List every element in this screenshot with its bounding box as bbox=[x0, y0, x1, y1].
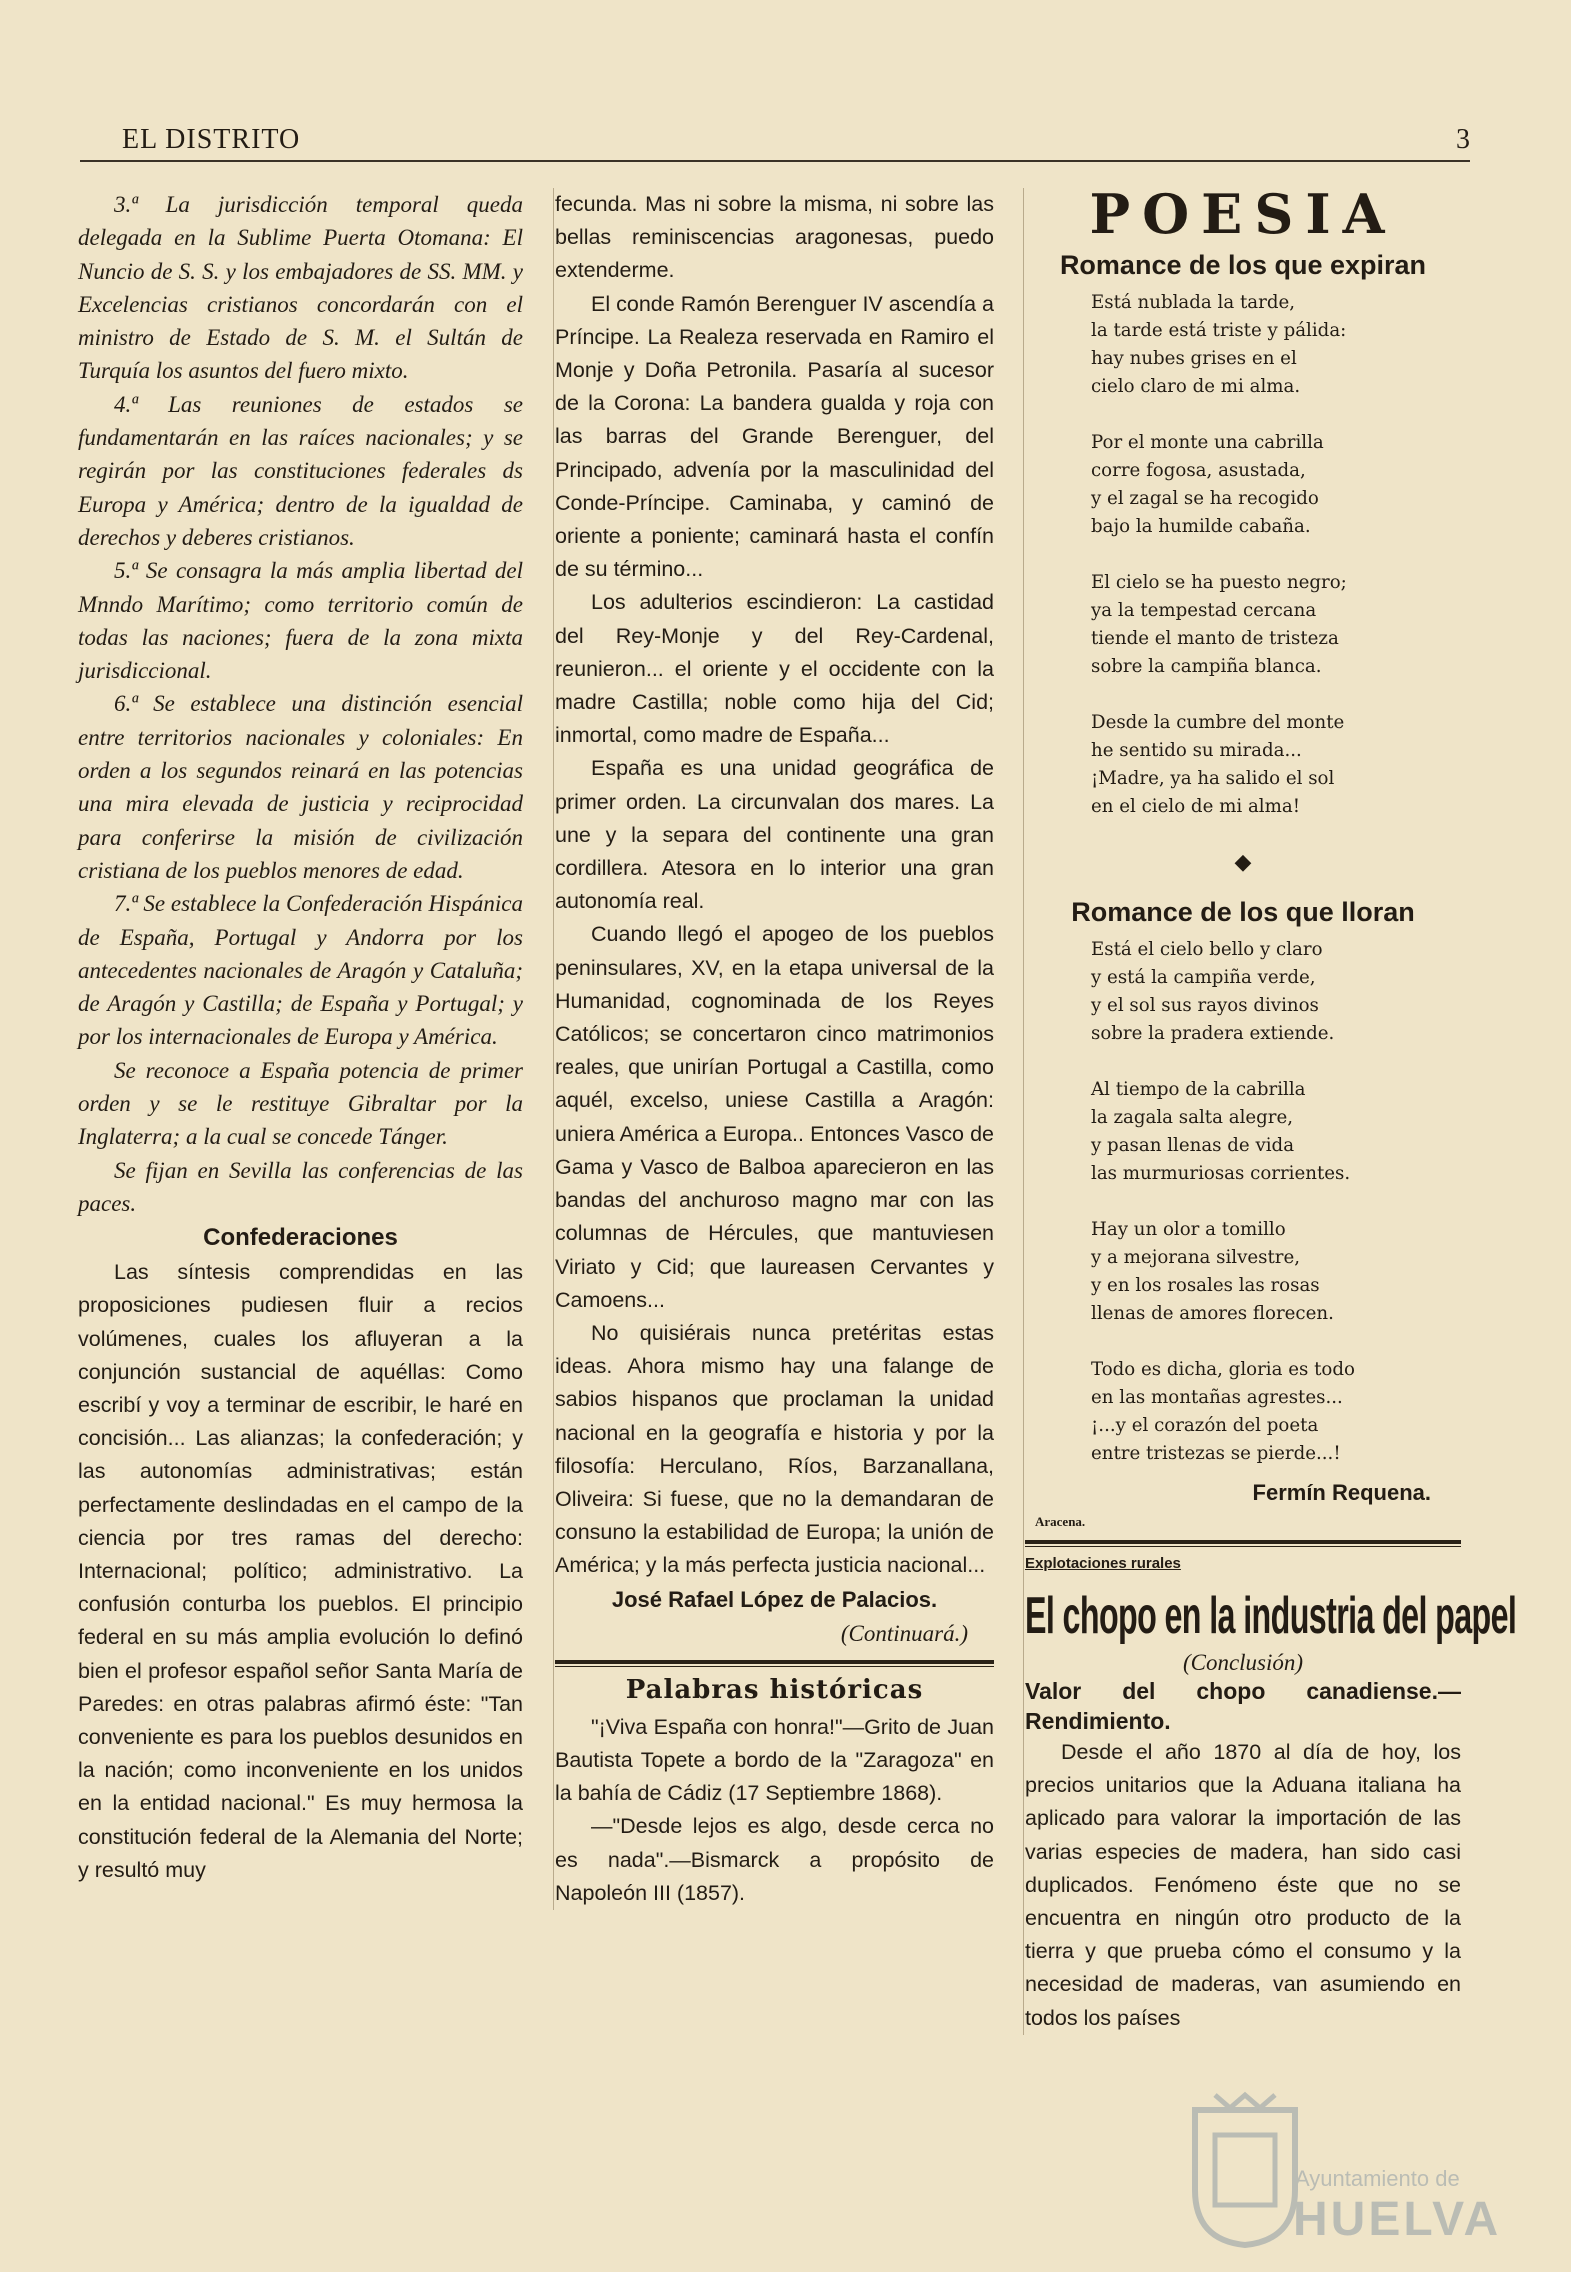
poem-line: corre fogosa, asustada, bbox=[1091, 460, 1306, 481]
poem-line: sobre la pradera extiende. bbox=[1091, 1023, 1335, 1044]
poem-line: las murmuriosas corrientes. bbox=[1091, 1163, 1351, 1184]
poem-line: en las montañas agrestes... bbox=[1091, 1387, 1343, 1408]
poem-line: y en los rosales las rosas bbox=[1091, 1275, 1320, 1296]
poem-stanza bbox=[1025, 429, 1461, 541]
poem-line: tiende el manto de tristeza bbox=[1091, 628, 1339, 649]
poem-line: entre tristezas se pierde...! bbox=[1091, 1443, 1341, 1464]
article-paragraph: 7.ª Se establece la Confederación Hispánica de España, Portugal y Andorra por los antecedentes nacionales de Aragón y Cataluña; de Aragón y Castilla; de España y Portugal; y por los internacionales de Europa y América. bbox=[78, 891, 523, 1050]
crest-icon bbox=[1185, 2090, 1305, 2250]
article-paragraph: Se reconoce a España potencia de primer orden y se le restituye Gibraltar por la Inglaterra; a la cual se concede Tánger. bbox=[78, 1057, 523, 1150]
conclusion-note: (Conclusión) bbox=[1182, 1650, 1304, 1675]
poet-signature: Fermín Requena. bbox=[1252, 1480, 1431, 1505]
article-paragraph: fecunda. Mas ni sobre la misma, ni sobre las bellas reminiscencias aragonesas, puedo extenderme. bbox=[555, 192, 994, 283]
article-paragraph: No quisiérais nunca pretéritas estas ideas. Ahora mismo hay una falange de sabios hispanos que proclaman la unidad nacional en la geografía e historia y por la filosofía: Herculano, Ríos, Barzanallana, Oliveira: Si fuese, que no la demandaran de consuno la estabilidad de Europa; la unión de América; y la más perfecta justicia nacional... bbox=[555, 1320, 994, 1578]
place-name: Aracena. bbox=[1035, 1514, 1086, 1529]
article-paragraph: Se fijan en Sevilla las conferencias de las paces. bbox=[78, 1157, 523, 1216]
article-paragraph: 5.ª Se consagra la más amplia libertad del Mnndo Marítimo; como territorio común de todas las naciones; fuera de la zona mixta jurisdiccional. bbox=[78, 558, 523, 684]
poem-line: la zagala salta alegre, bbox=[1091, 1107, 1294, 1128]
article-title: El chopo en la industria del papel bbox=[1025, 1587, 1517, 1645]
poem-stanza bbox=[1025, 289, 1461, 401]
column-2 bbox=[553, 188, 994, 1910]
poem-line: y el sol sus rayos divinos bbox=[1091, 995, 1319, 1016]
column-3 bbox=[1023, 182, 1517, 2035]
page-header bbox=[80, 124, 1470, 162]
article-author: José Rafael López de Palacios. bbox=[611, 1586, 938, 1612]
diamond-divider: ◆ bbox=[1234, 849, 1252, 874]
section-divider bbox=[1025, 1540, 1461, 1547]
poem-line: bajo la humilde cabaña. bbox=[1091, 516, 1311, 537]
section-heading: Confederaciones bbox=[203, 1224, 398, 1252]
poem-line: cielo claro de mi alma. bbox=[1091, 376, 1301, 397]
poem-title: Romance de los que expiran bbox=[1059, 250, 1427, 280]
poem-line: hay nubes grises en el bbox=[1091, 348, 1297, 369]
poem-stanza bbox=[1025, 936, 1461, 1048]
poem-title: Romance de los que lloran bbox=[1071, 897, 1415, 927]
poem-line: El cielo se ha puesto negro; bbox=[1091, 572, 1347, 593]
poem-line: ya la tempestad cercana bbox=[1091, 600, 1317, 621]
article-paragraph: El conde Ramón Berenguer IV ascendía a Príncipe. La Realeza reservada en Ramiro el Monje y Doña Petronila. Pasaría al sucesor de la Corona: La bandera gualda y roja con las barras del Grande Berenguer, del Principado, advenía por la masculinidad del Conde-Príncipe. Caminaba, y caminó de oriente a poniente; caminará hasta el confín de su término... bbox=[555, 291, 994, 582]
poem-line: Al tiempo de la cabrilla bbox=[1091, 1079, 1306, 1100]
poem-line: y pasan llenas de vida bbox=[1091, 1135, 1295, 1156]
quote-paragraph: "¡Viva España con honra!"—Grito de Juan Bautista Topete a bordo de la "Zaragoza" en la bahía de Cádiz (17 Septiembre 1868). bbox=[555, 1714, 994, 1806]
poem-line: ¡Madre, ya ha salido el sol bbox=[1091, 768, 1335, 789]
article-paragraph: 3.ª La jurisdicción temporal queda delegada en la Sublime Puerta Otomana: El Nuncio de S. S. y los embajadores de SS. MM. y Excelencias cristianos concordarán con el ministro de Estado de S. M. el Sultán de Turquía los asuntos del fuero mixto. bbox=[78, 192, 523, 384]
poem-line: Hay un olor a tomillo bbox=[1091, 1219, 1286, 1240]
article-paragraph: España es una unidad geográfica de primer orden. La circunvalan dos mares. La une y la separa del continente una gran cordillera. Atesora en lo interior una gran autonomía real. bbox=[555, 756, 994, 914]
poesia-heading: POESIA bbox=[1089, 182, 1397, 246]
article-paragraph: 4.ª Las reuniones de estados se fundamentarán en las raíces nacionales; y se regirán por las constituciones federales ds Europa y América; dentro de la igualdad de derechos y deberes cristianos. bbox=[78, 391, 523, 550]
poem-line: Desde la cumbre del monte bbox=[1091, 712, 1345, 733]
poem-line: he sentido su mirada... bbox=[1091, 740, 1302, 761]
article-paragraph: Las síntesis comprendidas en las proposiciones pudiesen fluir a recios volúmenes, cuales los afluyeran a la conjunción sustancial de aquéllas: Como escribí y voy a terminar de escribir, le haré en concisión... Las alianzas; la confederación; y las autonomías administrativas; están perfectamente deslindadas en el campo de la ciencia por tres ramas del derecho: Internacional; político; administrativo. La confusión conturba los pueblos. El principio federal en su más amplia evolución lo definó bien el profesor español señor Santa María de Paredes: en otras palabras afirmó éste: "Tan conveniente es para los pueblos desunidos en la nación; como inconveniente en los unidos en la entidad nacional." Es muy hermosa la constitución federal de la Alemania del Norte; y resultó muy bbox=[78, 1260, 523, 1882]
quote-paragraph: —"Desde lejos es algo, desde cerca no es nada".—Bismarck a propósito de Napoleón III (1857). bbox=[555, 1814, 994, 1905]
article-paragraph: Los adulterios escindieron: La castidad del Rey-Monje y del Rey-Cardenal, reunieron... el oriente y el occidente con la madre Castilla; noble como hija del Cid; inmortal, como madre de España... bbox=[555, 590, 994, 748]
poem-stanza bbox=[1025, 569, 1461, 681]
poem-line: y a mejorana silvestre, bbox=[1091, 1247, 1301, 1268]
poem-stanza bbox=[1025, 709, 1461, 821]
poem-line: ¡...y el corazón del poeta bbox=[1091, 1415, 1319, 1436]
poem-line: en el cielo de mi alma! bbox=[1091, 796, 1301, 817]
poem-line: la tarde está triste y pálida: bbox=[1091, 320, 1347, 341]
page-number: 3 bbox=[1456, 124, 1470, 155]
watermark-line-2: HUELVA bbox=[1293, 2193, 1502, 2246]
article-paragraph: 6.ª Se establece una distinción esencial entre territorios nacionales y coloniales: En orden a los segundos reinará en las potencias una mira elevada de justicia y reciprocidad para conferirse la misión de civilización cristiana de los pueblos menores de edad. bbox=[78, 691, 523, 883]
poem-line: llenas de amores florecen. bbox=[1091, 1303, 1334, 1324]
poem-line: y está la campiña verde, bbox=[1091, 967, 1316, 988]
poem-line: sobre la campiña blanca. bbox=[1091, 656, 1322, 677]
poem-line: Por el monte una cabrilla bbox=[1091, 432, 1324, 453]
watermark-line-1: Ayuntamiento de bbox=[1295, 2166, 1460, 2191]
poem-line: y el zagal se ha recogido bbox=[1091, 488, 1319, 509]
poem-stanza bbox=[1025, 1076, 1461, 1188]
section-label: Explotaciones rurales bbox=[1025, 1555, 1181, 1572]
palabras-heading: Palabras históricas bbox=[625, 1674, 924, 1705]
archive-watermark bbox=[1185, 2090, 1505, 2250]
poem-stanza bbox=[1025, 1356, 1461, 1468]
poem-line: Todo es dicha, gloria es todo bbox=[1091, 1359, 1355, 1380]
article-paragraph: Desde el año 1870 al día de hoy, los precios unitarios que la Aduana italiana ha aplicado para valorar la importación de las varias especies de madera, han sido casi duplicados. Fenómeno éste que no se encuentra en ningún otro producto de la tierra y que prueba cómo el consumo y la necesidad de maderas, van asumiendo en todos los países bbox=[1025, 1740, 1461, 2030]
column-1 bbox=[78, 188, 523, 1887]
poem-stanza bbox=[1025, 1216, 1461, 1328]
poem-line: Está el cielo bello y claro bbox=[1091, 939, 1323, 960]
continues-note: (Continuará.) bbox=[840, 1620, 968, 1646]
poem-line: Está nublada la tarde, bbox=[1091, 292, 1296, 313]
article-paragraph: Cuando llegó el apogeo de los pueblos peninsulares, XV, en la etapa universal de la Humanidad, cognominada de los Reyes Católicos; se concertaron cinco matrimonios reales, que unirían Portugal a Castilla, como aquél, excelso, uniese Castilla a Aragón: uniera América a Europa.. Entonces Vasco de Gama y Vasco de Balboa aparecieron en las bandas del anchuroso magno mar con las columnas de Hércules, que mantuviesen Viriato y Cid; que laureasen Cervantes y Camoens... bbox=[555, 922, 994, 1312]
article-subheading: Valor del chopo canadiense.—Rendimiento. bbox=[1025, 1678, 1461, 1734]
section-divider bbox=[555, 1660, 994, 1667]
newspaper-name: EL DISTRITO bbox=[122, 124, 301, 155]
